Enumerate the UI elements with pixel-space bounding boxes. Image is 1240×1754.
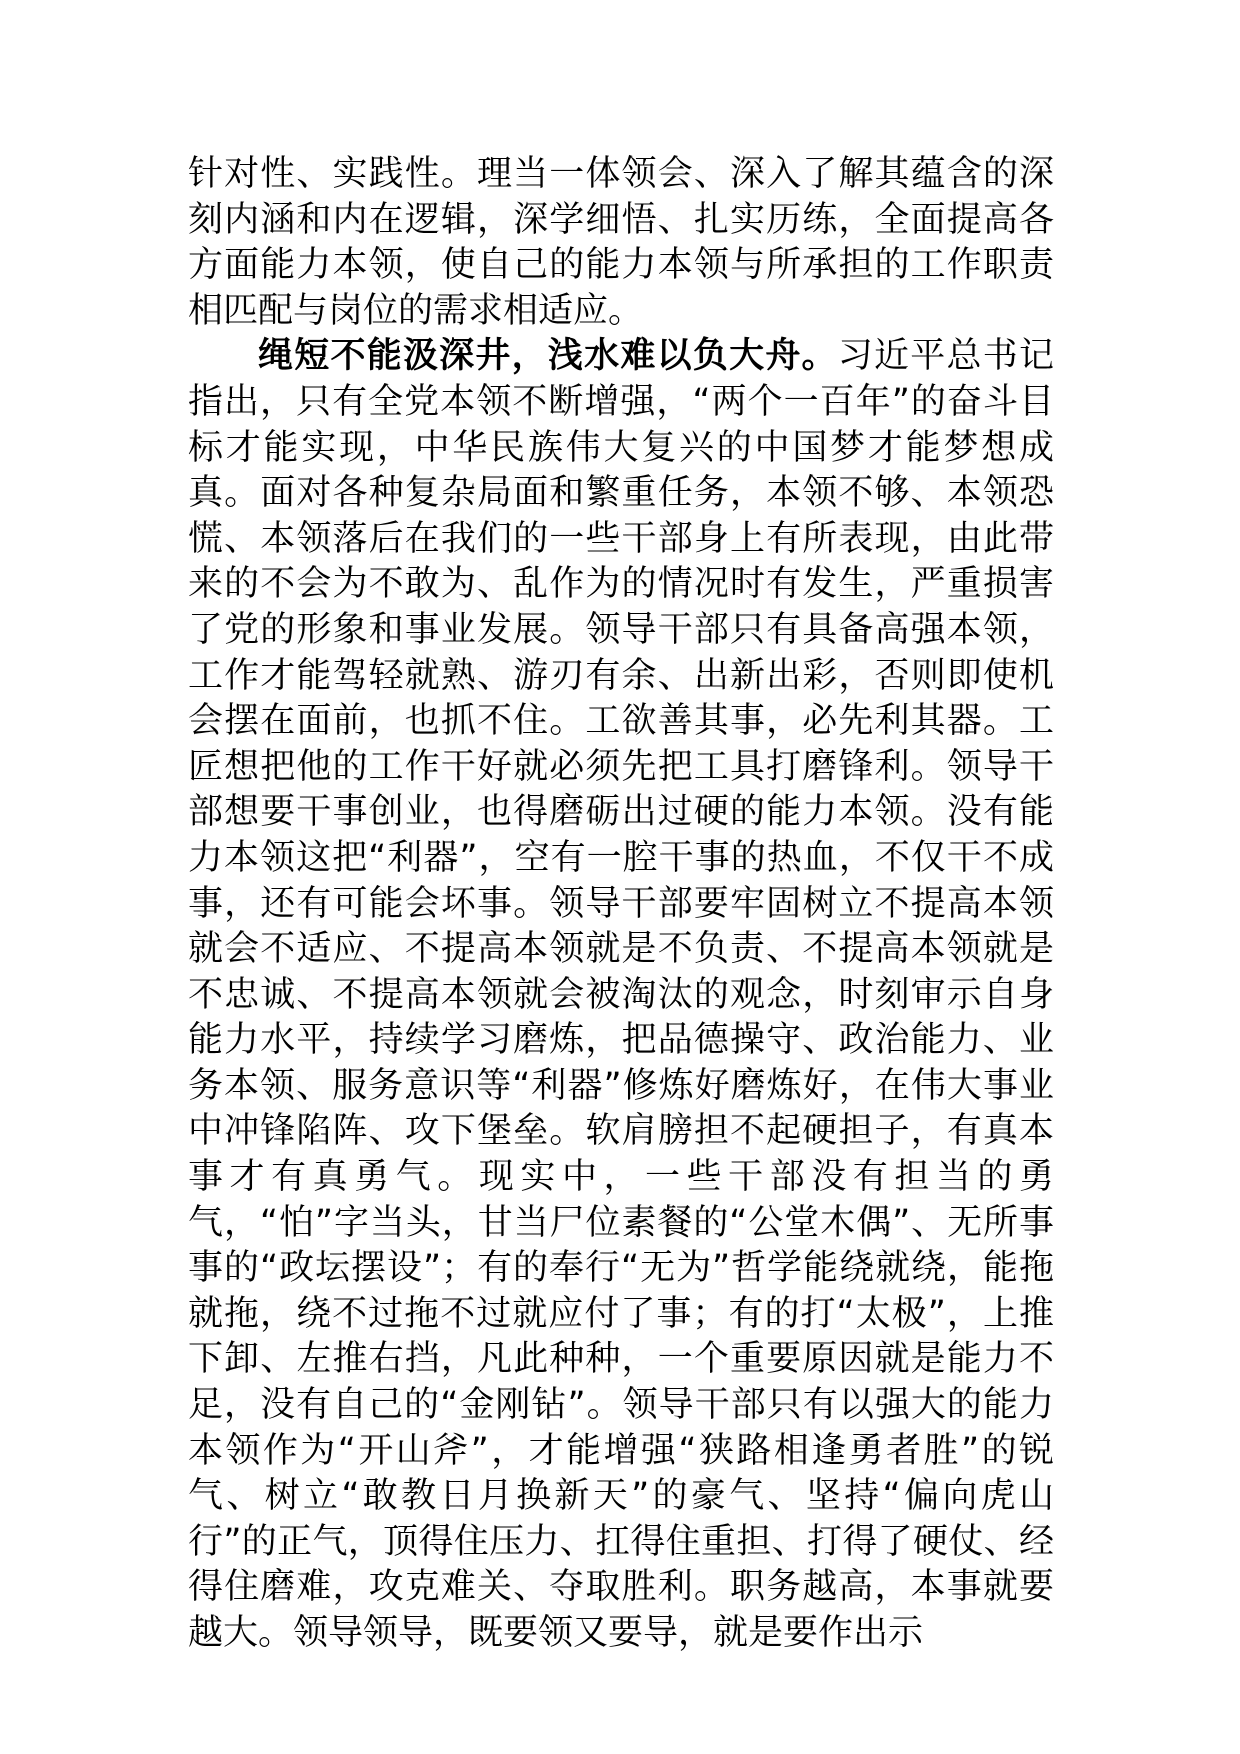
paragraph-lead-sentence: 绳短不能汲深井，浅水难以负大舟。 — [258, 336, 838, 377]
paragraph-text: 习近平总书记指出，只有全党本领不断增强，“两个一百年”的奋斗目标才能实现，中华民族伟大复兴的中国梦才能梦想成真。面对各种复杂局面和繁重任务，本领不够、本领恐慌、本领落后在我们的一些干部身上有所表现，由此带来的不会为不敢为、乱作为的情况时有发生，严重损害了党的形象和事业发展。领导干部只有具备高强本领，工作才能驾轻就熟、游刃有余、出新出彩，否则即使机会摆在面前，也抓不住。工欲善其事，必先利其器。工匠想把他的工作干好就必须先把工具打磨锋利。领导干部想要干事创业，也得磨砺出过硬的能力本领。没有能力本领这把“利器”，空有一腔干事的热血，不仅干不成事，还有可能会坏事。领导干部要牢固树立不提高本领就会不适应、不提高本领就是不负责、不提高本领就是不忠诚、不提高本领就会被淘汰的观念，时刻审示自身能力水平，持续学习磨炼，把品德操守、政治能力、业务本领、服务意识等“利器”修炼好磨炼好，在伟大事业中冲锋陷阵、攻下堡垒。软肩膀担不起硬担子，有真本事才有真勇气。现实中，一些干部没有担当的勇气，“怕”字当头，甘当尸位素餐的“公堂木偶”、无所事事的“政坛摆设”；有的奉行“无为”哲学能绕就绕，能拖就拖，绕不过拖不过就应付了事；有的打“太极”，上推下卸、左推右挡，凡此种种，一个重要原因就是能力不足，没有自己的“金刚钻”。领导干部只有以强大的能力本领作为“开山斧”，才能增强“狭路相逢勇者胜”的锐气、树立“敢教日月换新天”的豪气、坚持“偏向虎山行”的正气，顶得住压力、扛得住重担、打得了硬仗、经得住磨难，攻克难关、夺取胜利。职务越高，本事就要越大。领导领导，既要领又要导，就是要作出示 — [188, 336, 1054, 1653]
paragraph-text: 针对性、实践性。理当一体领会、深入了解其蕴含的深刻内涵和内在逻辑，深学细悟、扎实历练，全面提高各方面能力本领，使自己的能力本领与所承担的工作职责相匹配与岗位的需求相适应。 — [188, 154, 1054, 331]
paragraph-continuation — [188, 152, 1054, 334]
body-text — [188, 152, 1054, 1657]
paragraph-ability — [188, 334, 1054, 1656]
